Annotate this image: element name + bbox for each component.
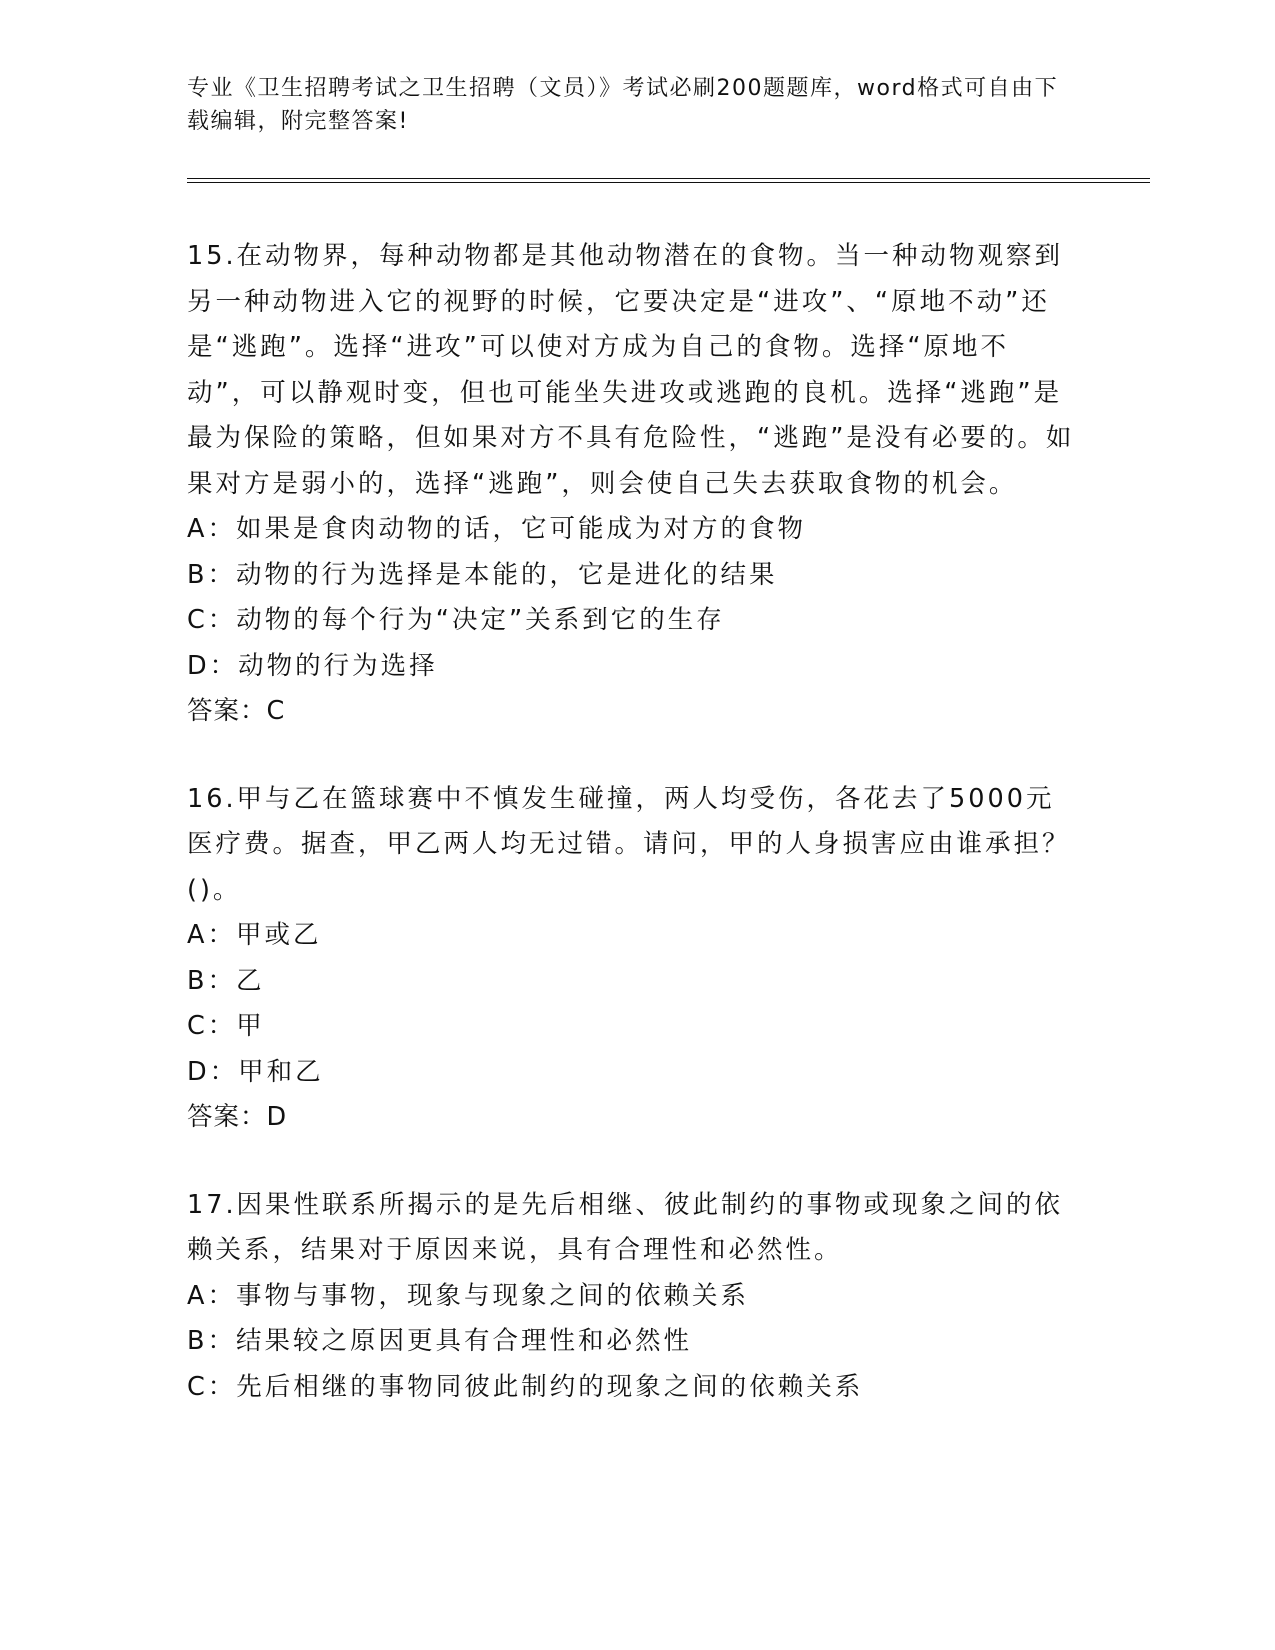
question-list [187,234,1077,1410]
question-spacer [187,735,1077,777]
option-c: C：甲 [187,1011,265,1041]
option-a: A：如果是食肉动物的话，它可能成为对方的食物 [187,514,806,544]
option-c: C：先后相继的事物同彼此制约的现象之间的依赖关系 [187,1371,864,1402]
option-a: A：甲或乙 [187,920,322,950]
answer-line: 答案：C [187,696,286,726]
option-d: D：动物的行为选择 [187,650,438,681]
question-stem: 15.在动物界，每种动物都是其他动物潜在的食物。当一种动物观察到另一种动物进入它的视野的时候，它要决定是“进攻”、“原地不动”还是“逃跑”。选择“进攻”可以使对方成为自己的食物。选择“原地不动”，可以静观时变，但也可能坐失进攻或逃跑的良机。选择“逃跑”是最为保险的策略，但如果对方不具有危险性，“逃跑”是没有必要的。如果对方是弱小的，选择“逃跑”，则会使自己失去获取食物的机会。 [187,241,1075,499]
question-spacer [187,1141,1077,1183]
option-c: C：动物的每个行为“决定”关系到它的生存 [187,605,725,635]
option-b: B：乙 [187,965,265,996]
document-header: 专业《卫生招聘考试之卫生招聘（文员）》考试必刷200题题库，word格式可自由下载编辑，附完整答案! [187,76,1059,134]
question-15 [187,234,1077,735]
question-stem: 16.甲与乙在篮球赛中不慎发生碰撞，两人均受伤，各花去了5000元医疗费。据查，甲乙两人均无过错。请问，甲的人身损害应由谁承担？()。 [187,783,1071,905]
option-d: D：甲和乙 [187,1056,324,1087]
option-a: A：事物与事物，现象与现象之间的依赖关系 [187,1280,749,1311]
header-divider-top [187,178,1150,179]
question-stem: 17.因果性联系所揭示的是先后相继、彼此制约的事物或现象之间的依赖关系，结果对于原因来说，具有合理性和必然性。 [187,1189,1064,1265]
header-divider-bottom [187,182,1150,183]
option-b: B：结果较之原因更具有合理性和必然性 [187,1326,692,1356]
question-16 [187,777,1077,1141]
option-b: B：动物的行为选择是本能的，它是进化的结果 [187,559,778,590]
answer-line: 答案：D [187,1102,288,1132]
question-17 [187,1183,1077,1411]
